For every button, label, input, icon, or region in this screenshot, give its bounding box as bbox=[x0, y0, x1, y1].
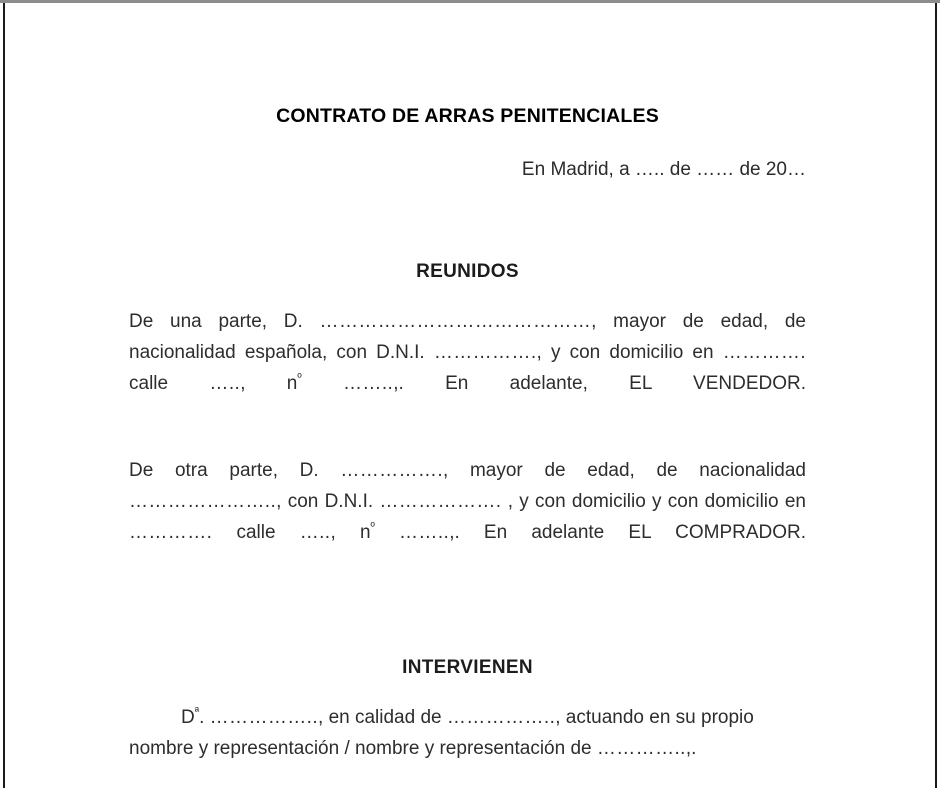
paragraph-intervienen bbox=[129, 679, 806, 764]
feminine-ordinal-icon: ª bbox=[194, 705, 200, 719]
text-fragment bbox=[302, 373, 343, 394]
blank-field-nombre-interviniente: …………….. bbox=[209, 707, 319, 728]
ordinal-indicator-icon: º bbox=[297, 371, 302, 385]
ordinal-indicator-icon: º bbox=[370, 520, 375, 534]
section-heading-reunidos: REUNIDOS bbox=[416, 261, 519, 282]
text-fragment: calle bbox=[212, 522, 300, 543]
page-border-left bbox=[3, 3, 5, 788]
text-fragment: , n bbox=[240, 373, 298, 394]
text-fragment: D bbox=[181, 707, 195, 728]
text-fragment: . bbox=[199, 707, 210, 728]
blank-field-domicilio-vendedor: …………. bbox=[722, 342, 806, 363]
blank-field-nombre-comprador: ……………. bbox=[340, 460, 444, 481]
document-content bbox=[129, 0, 806, 764]
text-fragment: , mayor de edad, de nacionalidad española, con D.N.I. bbox=[129, 311, 806, 363]
blank-field-numero-comprador: …….. bbox=[399, 522, 450, 543]
blank-field-domicilio-comprador: …………. bbox=[129, 522, 213, 543]
page-border-right bbox=[935, 3, 937, 788]
text-fragment: , n bbox=[330, 522, 371, 543]
text-fragment: ,. bbox=[685, 738, 697, 759]
blank-field-numero-vendedor: …….. bbox=[343, 373, 394, 394]
text-fragment: De otra parte, D. bbox=[129, 460, 341, 481]
text-fragment: calle bbox=[129, 373, 210, 394]
text-fragment: , actuando en su propio nombre y representación / nombre y representación de bbox=[129, 707, 754, 759]
text-fragment: , y con domicilio y con domicilio en bbox=[501, 491, 806, 512]
paragraph-vendedor bbox=[129, 283, 806, 430]
blank-field-calidad: …………….. bbox=[446, 707, 556, 728]
paragraph-comprador bbox=[129, 430, 806, 579]
text-fragment: ,. En adelante EL COMPRADOR. bbox=[449, 522, 807, 543]
section-heading-intervienen: INTERVIENEN bbox=[402, 657, 533, 678]
text-fragment: ,. En adelante, EL VENDEDOR. bbox=[393, 373, 807, 394]
blank-field-dni-vendedor: ……………. bbox=[433, 342, 537, 363]
blank-field-nombre-vendedor: …………………………………… bbox=[319, 311, 592, 332]
text-fragment: De una parte, D. bbox=[129, 311, 320, 332]
document-title: CONTRATO DE ARRAS PENITENCIALES bbox=[276, 105, 659, 127]
blank-field-calle-comprador: ….. bbox=[299, 522, 331, 543]
text-fragment: , mayor de edad, de nacionalidad bbox=[443, 460, 806, 481]
blank-field-representacion-de: ………….. bbox=[596, 738, 686, 759]
text-fragment: , y con domicilio en bbox=[536, 342, 723, 363]
blank-field-calle-vendedor: ….. bbox=[209, 373, 241, 394]
text-fragment: , con D.N.I. bbox=[276, 491, 380, 512]
text-fragment bbox=[375, 522, 399, 543]
blank-field-dni-comprador: ………………. bbox=[379, 491, 502, 512]
blank-field-nacionalidad-comprador: ………………….. bbox=[129, 491, 277, 512]
text-fragment: , en calidad de bbox=[318, 707, 447, 728]
date-line: En Madrid, a ….. de …… de 20… bbox=[521, 159, 806, 180]
